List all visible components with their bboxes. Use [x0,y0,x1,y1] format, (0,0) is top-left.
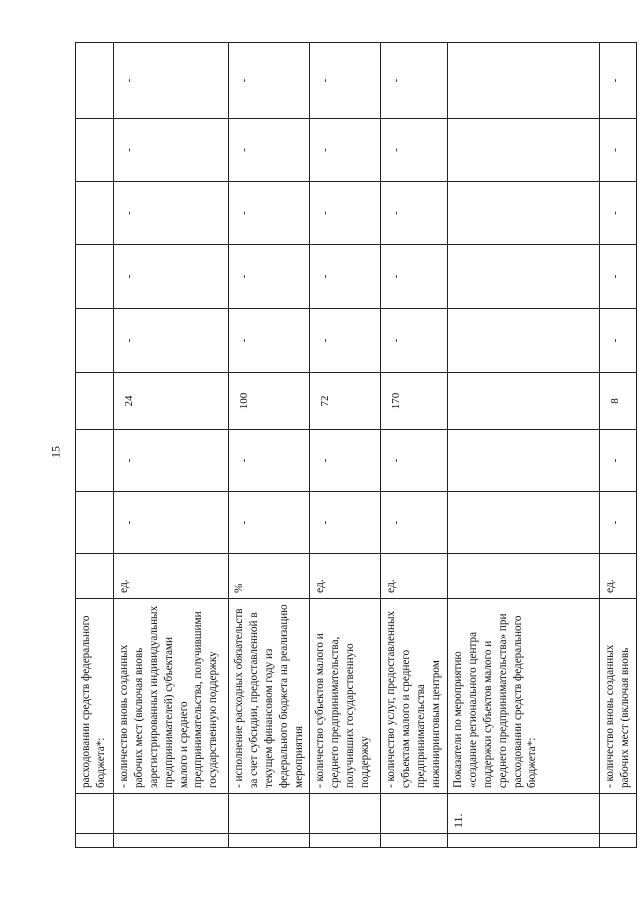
row-number-cell: 11. [448,794,600,834]
value-cell: - [600,492,637,554]
table-row [381,43,448,848]
table-row [600,43,637,848]
row-number-cell [114,794,229,834]
unit-cell: ед. [114,554,229,599]
value-cell: - [229,182,310,245]
value-cell: - [229,119,310,182]
value-cell [448,309,600,373]
value-cell: 170 [381,373,448,430]
value-cell: 8 [600,373,637,430]
value-cell: - [229,245,310,309]
value-cell: - [600,119,637,182]
table-row [310,43,381,848]
row-number-cell [229,794,310,834]
value-cell: 24 [114,373,229,430]
indicators-table [75,42,637,848]
table-row [76,43,114,848]
indicator-cell: - количество вновь созданных рабочих мест (включая вновь [600,599,637,794]
table-row [114,43,229,848]
value-cell: - [229,430,310,492]
value-cell: - [114,119,229,182]
value-cell: - [381,182,448,245]
value-cell [76,430,114,492]
value-cell: - [310,430,381,492]
margin-cell [381,834,448,848]
value-cell: - [310,119,381,182]
margin-cell [600,834,637,848]
value-cell [76,119,114,182]
value-cell: - [114,430,229,492]
value-cell [448,182,600,245]
row-number-cell [76,794,114,834]
value-cell: - [310,182,381,245]
value-cell: - [114,43,229,119]
value-cell: - [381,492,448,554]
value-cell: - [600,43,637,119]
value-cell: - [114,492,229,554]
indicator-cell: - количество услуг, предоставленных субъектам малого и среднего предпринимательства инжиниринговым центром [381,599,448,794]
indicator-cell: - исполнение расходных обязательств за счет субсидии, предоставленной в текущем финансовом году из федерального бюджета на реализацию мероприятия [229,599,310,794]
page-number: 15 [48,446,63,458]
table-row [229,43,310,848]
value-cell: 100 [229,373,310,430]
unit-cell [448,554,600,599]
value-cell: - [229,309,310,373]
value-cell [76,373,114,430]
margin-cell [114,834,229,848]
value-cell [76,43,114,119]
unit-cell: ед. [310,554,381,599]
unit-cell [76,554,114,599]
margin-cell [76,834,114,848]
value-cell: - [600,309,637,373]
value-cell [76,245,114,309]
row-number-cell [310,794,381,834]
value-cell: - [600,430,637,492]
value-cell: - [310,245,381,309]
value-cell: - [310,43,381,119]
table-row [448,43,600,848]
value-cell: - [310,309,381,373]
value-cell: - [114,245,229,309]
value-cell: - [381,309,448,373]
value-cell: - [310,492,381,554]
rotated-table-container [75,43,631,848]
value-cell: - [600,182,637,245]
value-cell [76,492,114,554]
value-cell: - [381,430,448,492]
value-cell: - [114,309,229,373]
value-cell: 72 [310,373,381,430]
value-cell: - [229,43,310,119]
value-cell: - [381,119,448,182]
value-cell [448,245,600,309]
indicator-cell: - количество субъектов малого и среднего предпринимательства, получивших государственную поддержку [310,599,381,794]
value-cell [448,430,600,492]
margin-cell [229,834,310,848]
indicator-cell: - количество вновь созданных рабочих мест (включая вновь зарегистрированных индивидуальных предпринимателей) субъектами малого и среднего предпринимательства, получившими государственную поддержку [114,599,229,794]
value-cell: - [229,492,310,554]
value-cell [76,182,114,245]
value-cell: - [381,245,448,309]
value-cell [76,309,114,373]
value-cell [448,373,600,430]
value-cell [448,492,600,554]
margin-cell [310,834,381,848]
value-cell [448,43,600,119]
indicator-cell: расходовании средств федерального бюджета*: [76,599,114,794]
value-cell: - [381,43,448,119]
row-number-cell [600,794,637,834]
value-cell [448,119,600,182]
unit-cell: ед. [600,554,637,599]
value-cell: - [114,182,229,245]
unit-cell: ед. [381,554,448,599]
unit-cell: % [229,554,310,599]
margin-cell [448,834,600,848]
indicator-cell: Показатели по мероприятию «создание регионального центра поддержки субъектов малого и среднего предпринимательства» при расходовании средств федерального бюджета*: [448,599,600,794]
value-cell: - [600,245,637,309]
row-number-cell [381,794,448,834]
